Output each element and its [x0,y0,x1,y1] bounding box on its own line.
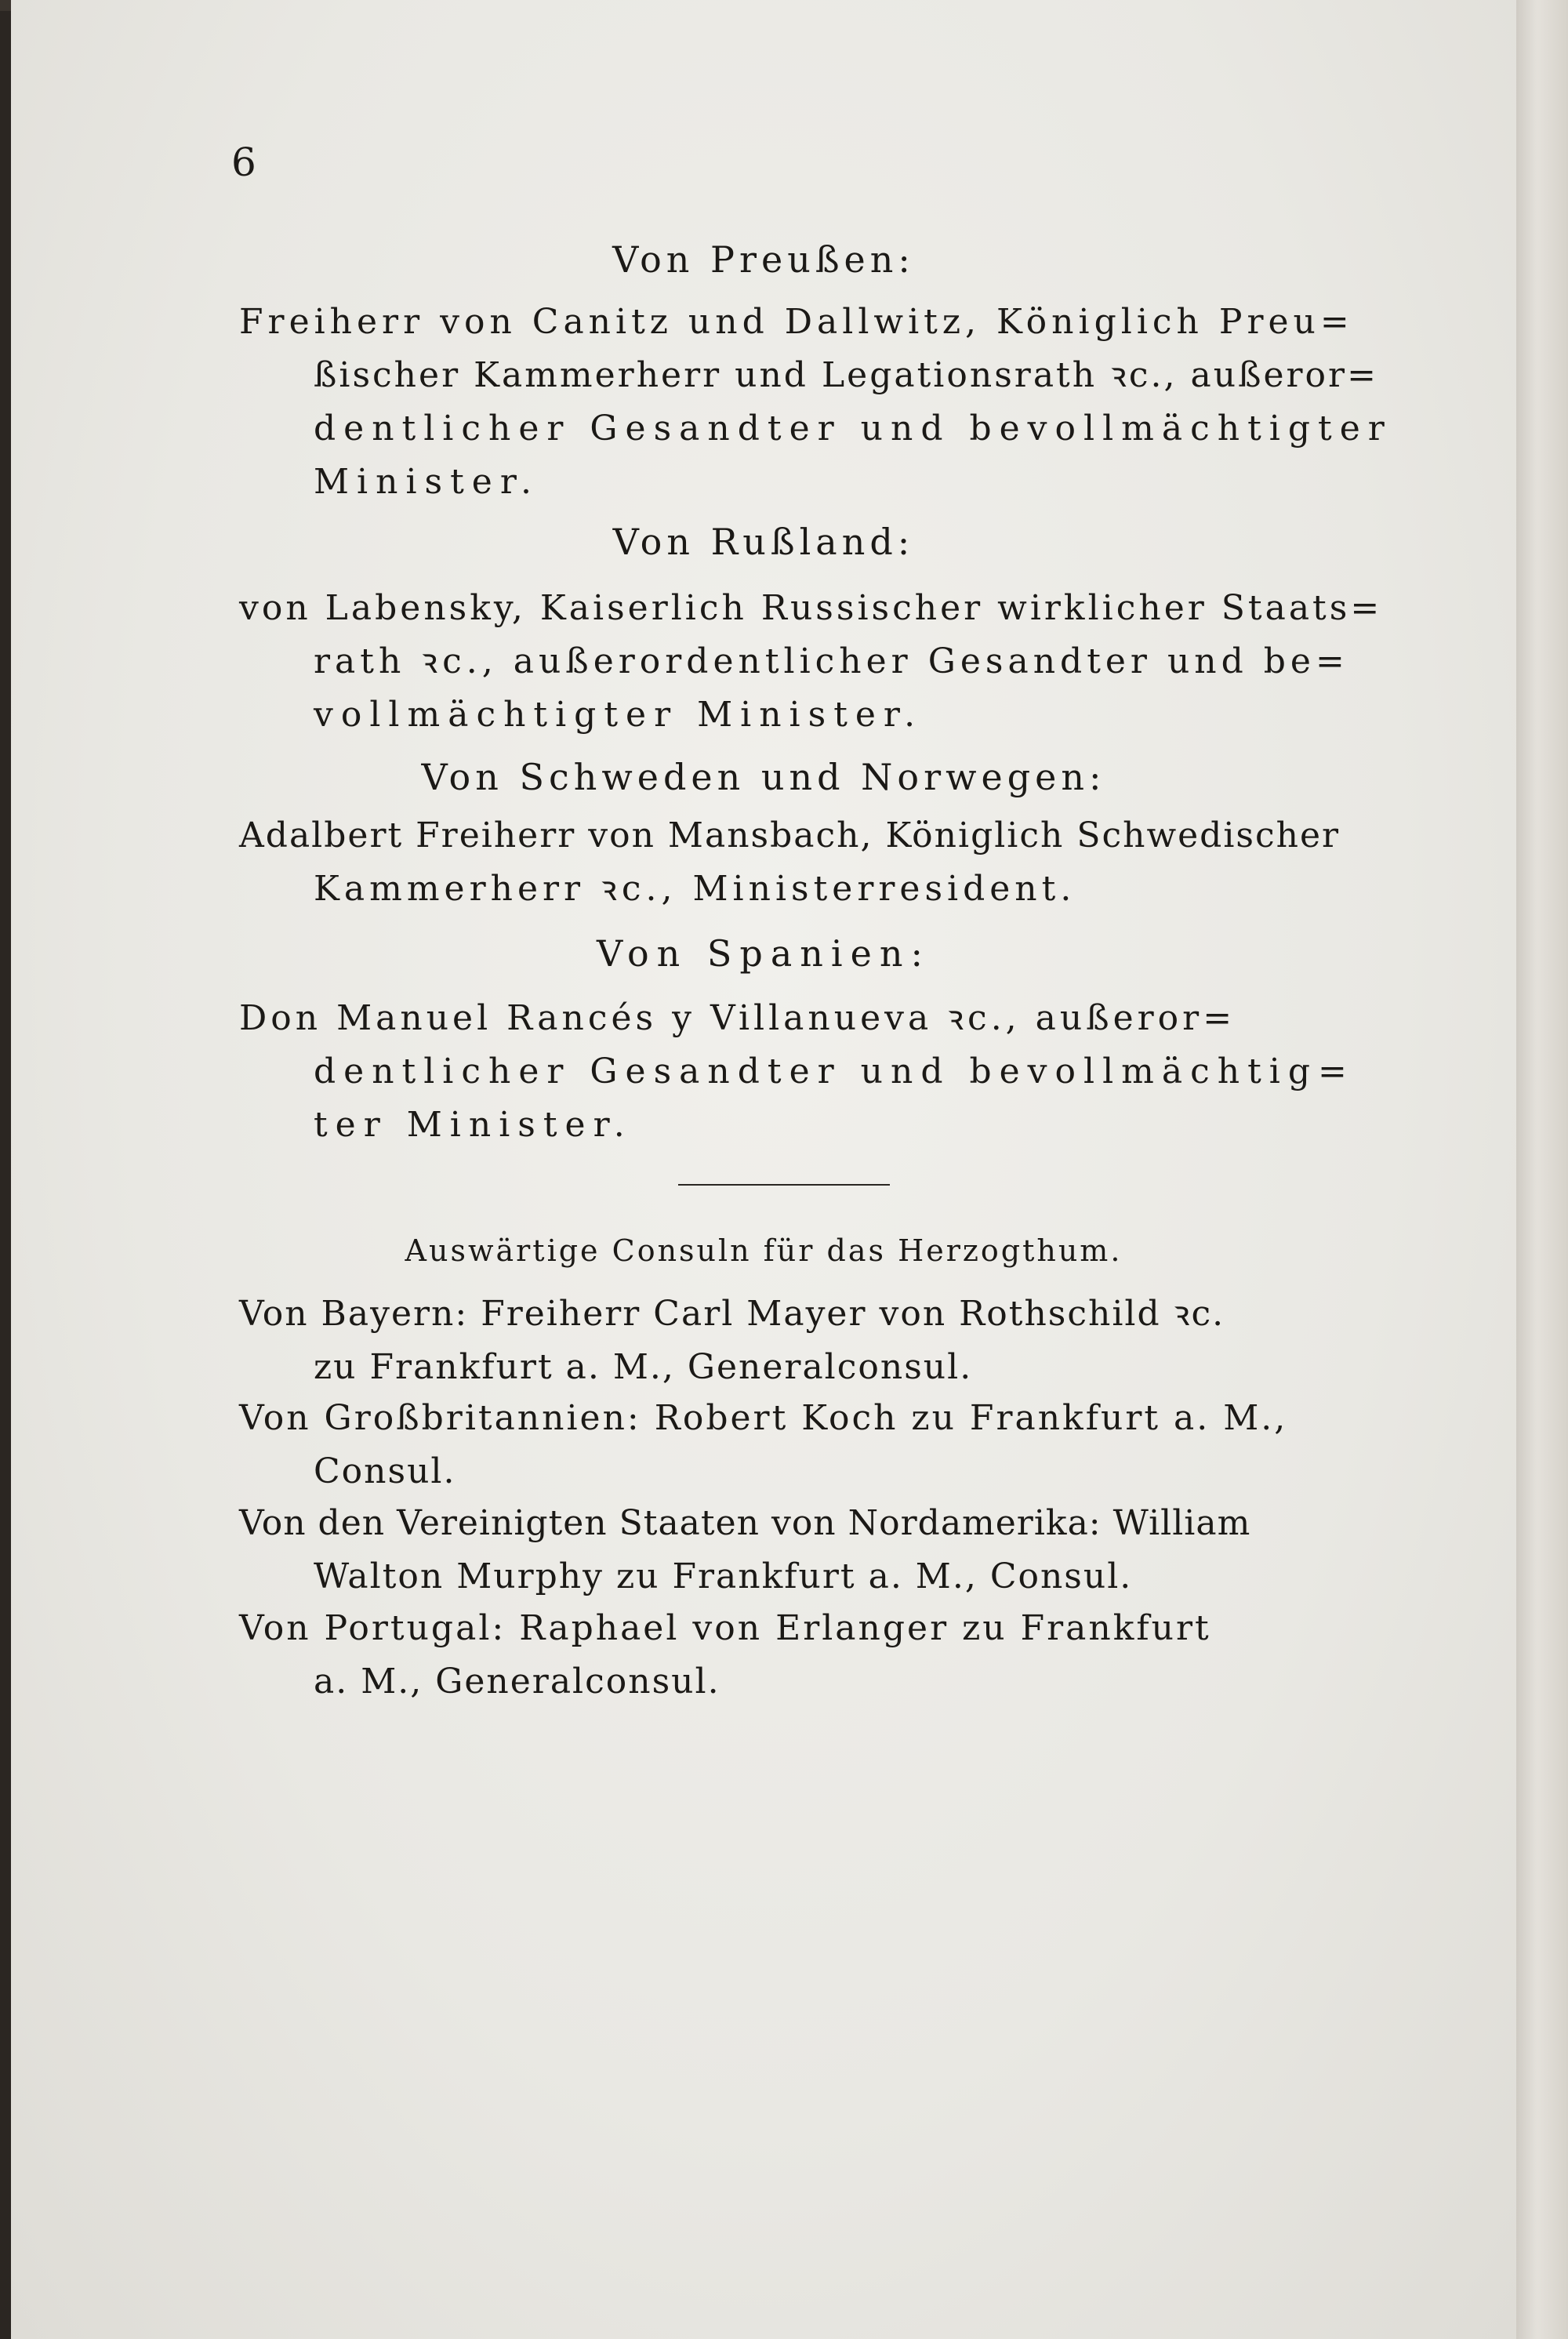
text-line: von Labensky, Kaiserlich Russischer wirklicher Staats= [239,588,1383,628]
consul-entry-line: Von Bayern: Freiherr Carl Mayer von Rothschild ꝛc. [239,1294,1225,1334]
consul-entry-line: zu Frankfurt a. M., Generalconsul. [314,1347,973,1387]
section-heading-russland: Von Rußland: [612,521,915,563]
divider-rule [678,1184,890,1186]
text-line: dentlicher Gesandter und bevollmächtigter [314,409,1392,449]
consul-entry-line: Von Großbritannien: Robert Koch zu Frankfurt a. M., [239,1398,1288,1438]
consul-entry-line: Von den Vereinigten Staaten von Nordamerika: William [239,1503,1251,1543]
text-line: Freiherr von Canitz und Dallwitz, Königlich Preu= [239,302,1354,342]
text-line: Don Manuel Rancés y Villanueva ꝛc., außeror= [239,998,1236,1038]
scan-right-edge [1516,0,1568,2339]
section-heading-preussen: Von Preußen: [612,238,915,281]
text-line: Adalbert Freiherr von Mansbach, Königlich Schwedischer [239,815,1341,855]
text-line: vollmächtigter Minister. [314,695,924,735]
text-line: Kammerherr ꝛc., Ministerresident. [314,869,1076,909]
consul-entry-line: Von Portugal: Raphael von Erlanger zu Frankfurt [239,1608,1211,1648]
text-line: ßischer Kammerherr und Legationsrath ꝛc., außeror= [314,355,1378,395]
section-heading-spanien: Von Spanien: [596,932,931,975]
text-line: rath ꝛc., außerordentlicher Gesandter und be= [314,641,1349,681]
consul-entry-line: Walton Murphy zu Frankfurt a. M., Consul. [314,1556,1133,1596]
text-line: dentlicher Gesandter und bevollmächtig= [314,1051,1355,1091]
consuls-heading: Auswärtige Consuln für das Herzogthum. [405,1233,1123,1268]
page-number: 6 [231,140,256,185]
consul-entry-line: Consul. [314,1451,456,1491]
section-heading-schweden: Von Schweden und Norwegen: [421,756,1106,798]
text-line: Minister. [314,462,540,502]
consul-entry-line: a. M., Generalconsul. [314,1662,720,1702]
text-line: ter Minister. [314,1105,633,1145]
